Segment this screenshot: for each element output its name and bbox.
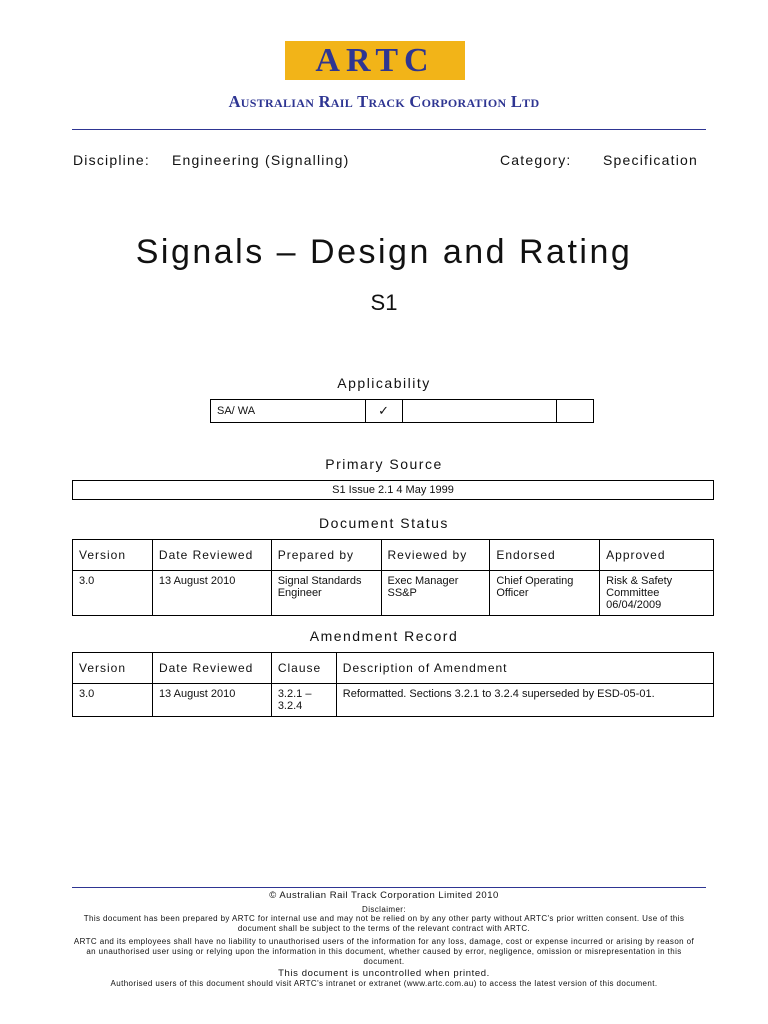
table-row	[73, 684, 714, 717]
table-cell: 13 August 2010	[152, 571, 271, 616]
uncontrolled-notice: This document is uncontrolled when printed.	[278, 968, 490, 979]
table-cell: Signal Standards Engineer	[271, 571, 381, 616]
applicability-cell	[557, 400, 594, 423]
table-cell: 3.0	[73, 571, 153, 616]
table-cell: 13 August 2010	[152, 684, 271, 717]
column-header: Date Reviewed	[152, 540, 271, 571]
document-title: Signals – Design and Rating	[135, 233, 633, 271]
artc-logo	[285, 41, 465, 80]
applicability-region: SA/ WA	[211, 400, 366, 423]
table-row	[73, 571, 714, 616]
discipline-value: Engineering (Signalling)	[172, 152, 350, 168]
table-cell: Reformatted. Sections 3.2.1 to 3.2.4 superseded by ESD-05-01.	[336, 684, 713, 717]
column-header: Reviewed by	[381, 540, 490, 571]
table-row	[211, 400, 594, 423]
table-cell: Chief Operating Officer	[490, 571, 600, 616]
copyright-notice: © Australian Rail Track Corporation Limited 2010	[269, 890, 499, 901]
document-status-table	[72, 539, 714, 616]
column-header: Description of Amendment	[336, 653, 713, 684]
table-header-row	[73, 653, 714, 684]
column-header: Date Reviewed	[152, 653, 271, 684]
disclaimer-title: Disclaimer:	[362, 905, 406, 914]
logo-text: ARTC	[315, 41, 435, 79]
amendment-record-table	[72, 652, 714, 717]
column-header: Prepared by	[271, 540, 381, 571]
discipline-label: Discipline:	[73, 152, 150, 168]
column-header: Clause	[271, 653, 336, 684]
primary-source-value: S1 Issue 2.1 4 May 1999	[72, 480, 714, 500]
applicability-heading: Applicability	[337, 375, 431, 391]
applicability-table	[210, 399, 594, 423]
table-header-row	[73, 540, 714, 571]
table-cell: 3.0	[73, 684, 153, 717]
table-cell: Risk & Safety Committee 06/04/2009	[600, 571, 714, 616]
footer-divider	[72, 887, 706, 888]
disclaimer-liability: ARTC and its employees shall have no liability to unauthorised users of the information for any loss, damage, cost or expense incurred or arising by reason of an unauthorised user using or relying upon the information in this document, whether caused by error, negligence, omission or misrepresentation in this document.	[73, 937, 695, 966]
authorised-users-notice: Authorised users of this document should visit ARTC's intranet or extranet (www.artc.com.au) to access the latest version of this document.	[110, 979, 658, 988]
table-cell: Exec Manager SS&P	[381, 571, 490, 616]
company-name: Australian Rail Track Corporation Ltd	[228, 92, 540, 111]
category-value: Specification	[603, 152, 698, 168]
column-header: Version	[73, 653, 153, 684]
primary-source-heading: Primary Source	[325, 456, 443, 472]
document-code: S1	[370, 290, 398, 315]
check-icon: ✓	[365, 400, 402, 423]
disclaimer-internal-use: This document has been prepared by ARTC for internal use and may not be relied on by any other party without ARTC's prior written consent. Use of this document shall be subject to the terms of the relevant contract with ARTC.	[83, 914, 685, 933]
applicability-cell	[402, 400, 557, 423]
amendment-record-heading: Amendment Record	[309, 628, 459, 644]
category-label: Category:	[500, 152, 572, 168]
column-header: Version	[73, 540, 153, 571]
column-header: Approved	[600, 540, 714, 571]
table-cell: 3.2.1 – 3.2.4	[271, 684, 336, 717]
column-header: Endorsed	[490, 540, 600, 571]
document-status-heading: Document Status	[319, 515, 449, 531]
header-divider	[72, 129, 706, 130]
